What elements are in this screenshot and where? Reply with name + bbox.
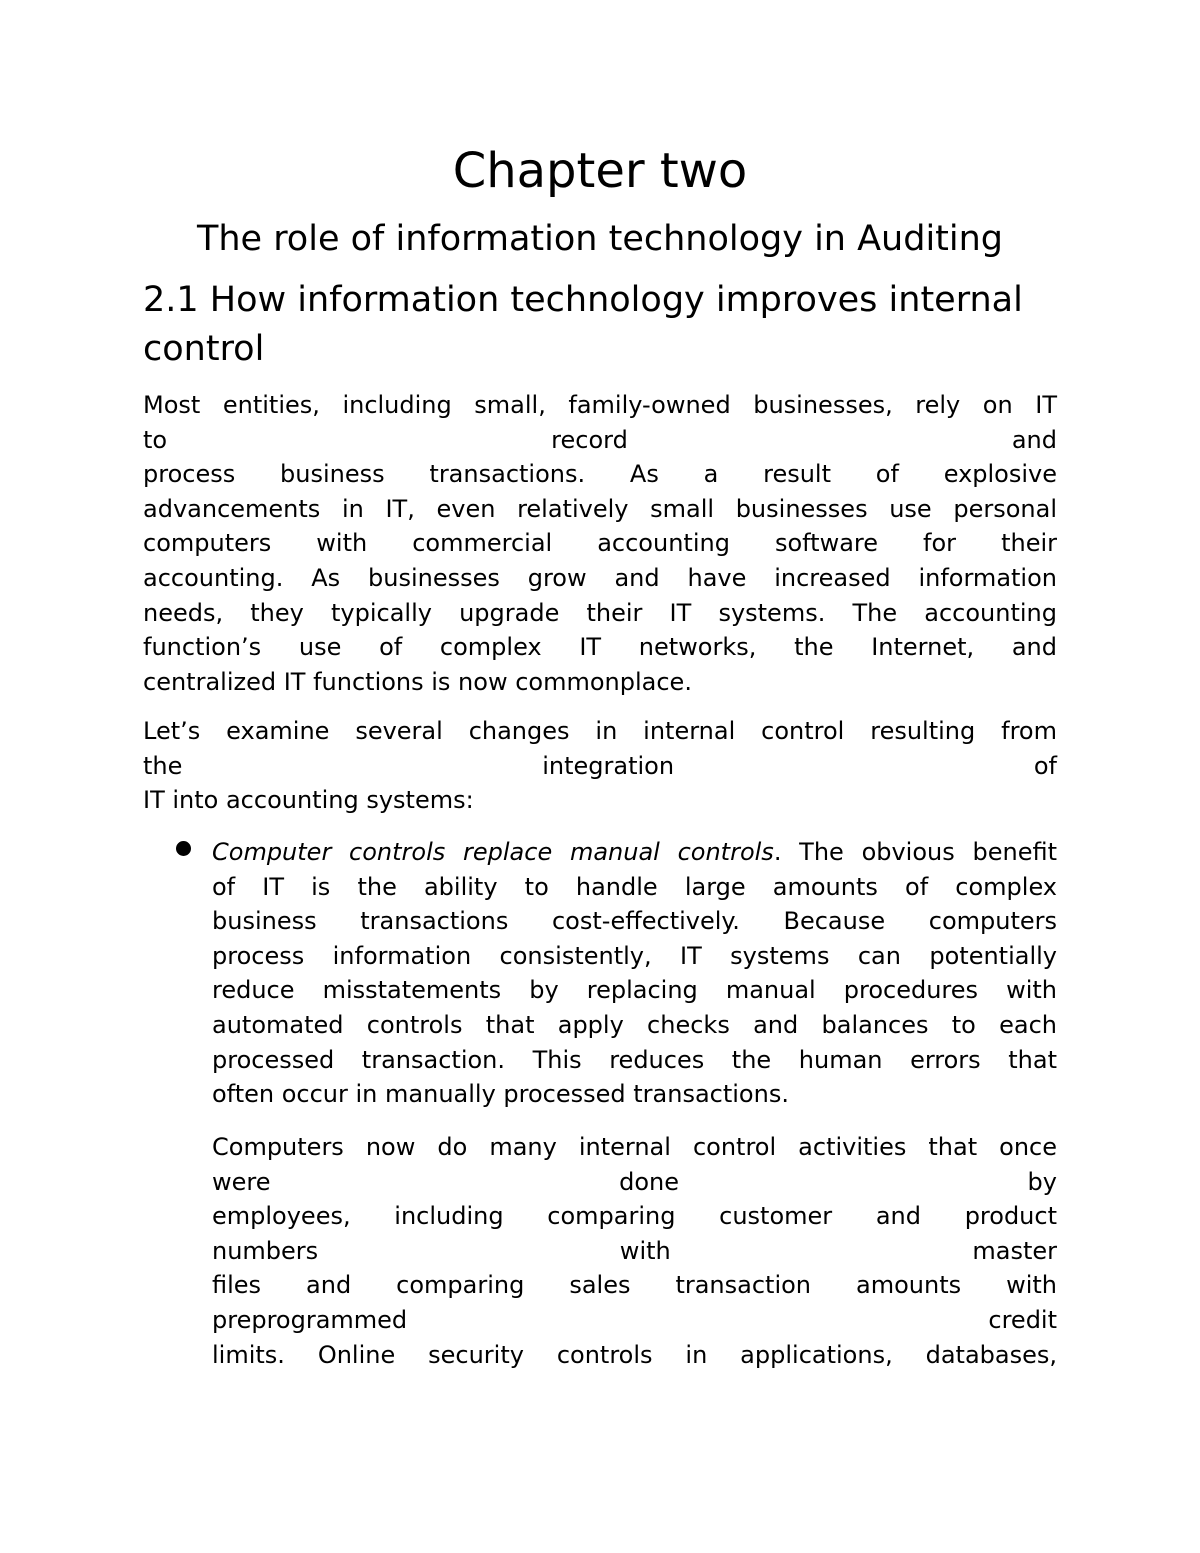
bullet-lead-rest: . The obvious benefit	[773, 838, 1057, 866]
bullet-item-computer-controls	[212, 835, 1057, 1112]
paragraph-it-reliance	[143, 388, 1057, 699]
text-line: function’s use of complex IT networks, the Internet, and	[143, 633, 1057, 662]
text-line: needs, they typically upgrade their IT systems. The accounting	[143, 598, 1057, 627]
text-line: advancements in IT, even relatively small businesses use personal	[143, 494, 1057, 523]
text-line: of IT is the ability to handle large amounts of complex	[212, 872, 1057, 901]
paragraph-computer-activities	[212, 1130, 1057, 1372]
text-line: numbers with master	[212, 1236, 1057, 1265]
chapter-title: Chapter two	[452, 143, 748, 199]
text-line: the integration of	[143, 751, 1057, 780]
text-line: accounting. As businesses grow and have increased information	[143, 563, 1057, 592]
text-line: to record and	[143, 425, 1057, 454]
text-line: processed transaction. This reduces the human errors that	[212, 1045, 1057, 1074]
text-line: were done by	[212, 1167, 1057, 1196]
text-line: Computers now do many internal control activities that once	[212, 1133, 1057, 1161]
section-heading: 2.1 How information technology improves internal control	[143, 280, 1023, 369]
bullet-icon	[176, 841, 191, 856]
text-line: IT into accounting systems:	[143, 786, 474, 815]
bullet-lead-italic: Computer controls replace manual controls	[212, 838, 774, 866]
text-line	[212, 835, 1057, 870]
text-line: often occur in manually processed transactions.	[212, 1080, 789, 1109]
text-line: preprogrammed credit	[212, 1305, 1057, 1334]
text-line: process business transactions. As a result of explosive	[143, 460, 1057, 489]
text-line: Let’s examine several changes in internal control resulting from	[143, 717, 1057, 745]
text-line: business transactions cost-effectively. Because computers	[212, 907, 1057, 936]
text-line: computers with commercial accounting software for their	[143, 529, 1057, 558]
document-subtitle: The role of information technology in Auditing	[196, 219, 1004, 259]
text-line: employees, including comparing customer and product	[212, 1202, 1057, 1231]
text-line: limits. Online security controls in applications, databases,	[212, 1340, 1057, 1369]
text-line: centralized IT functions is now commonplace.	[143, 667, 692, 696]
text-line: Most entities, including small, family-owned businesses, rely on IT	[143, 391, 1057, 419]
text-line: files and comparing sales transaction amounts with	[212, 1271, 1057, 1300]
text-line: reduce misstatements by replacing manual procedures with	[212, 976, 1057, 1005]
text-line: automated controls that apply checks and balances to each	[212, 1010, 1057, 1039]
paragraph-changes-intro	[143, 714, 1057, 818]
text-line: process information consistently, IT systems can potentially	[212, 941, 1057, 970]
